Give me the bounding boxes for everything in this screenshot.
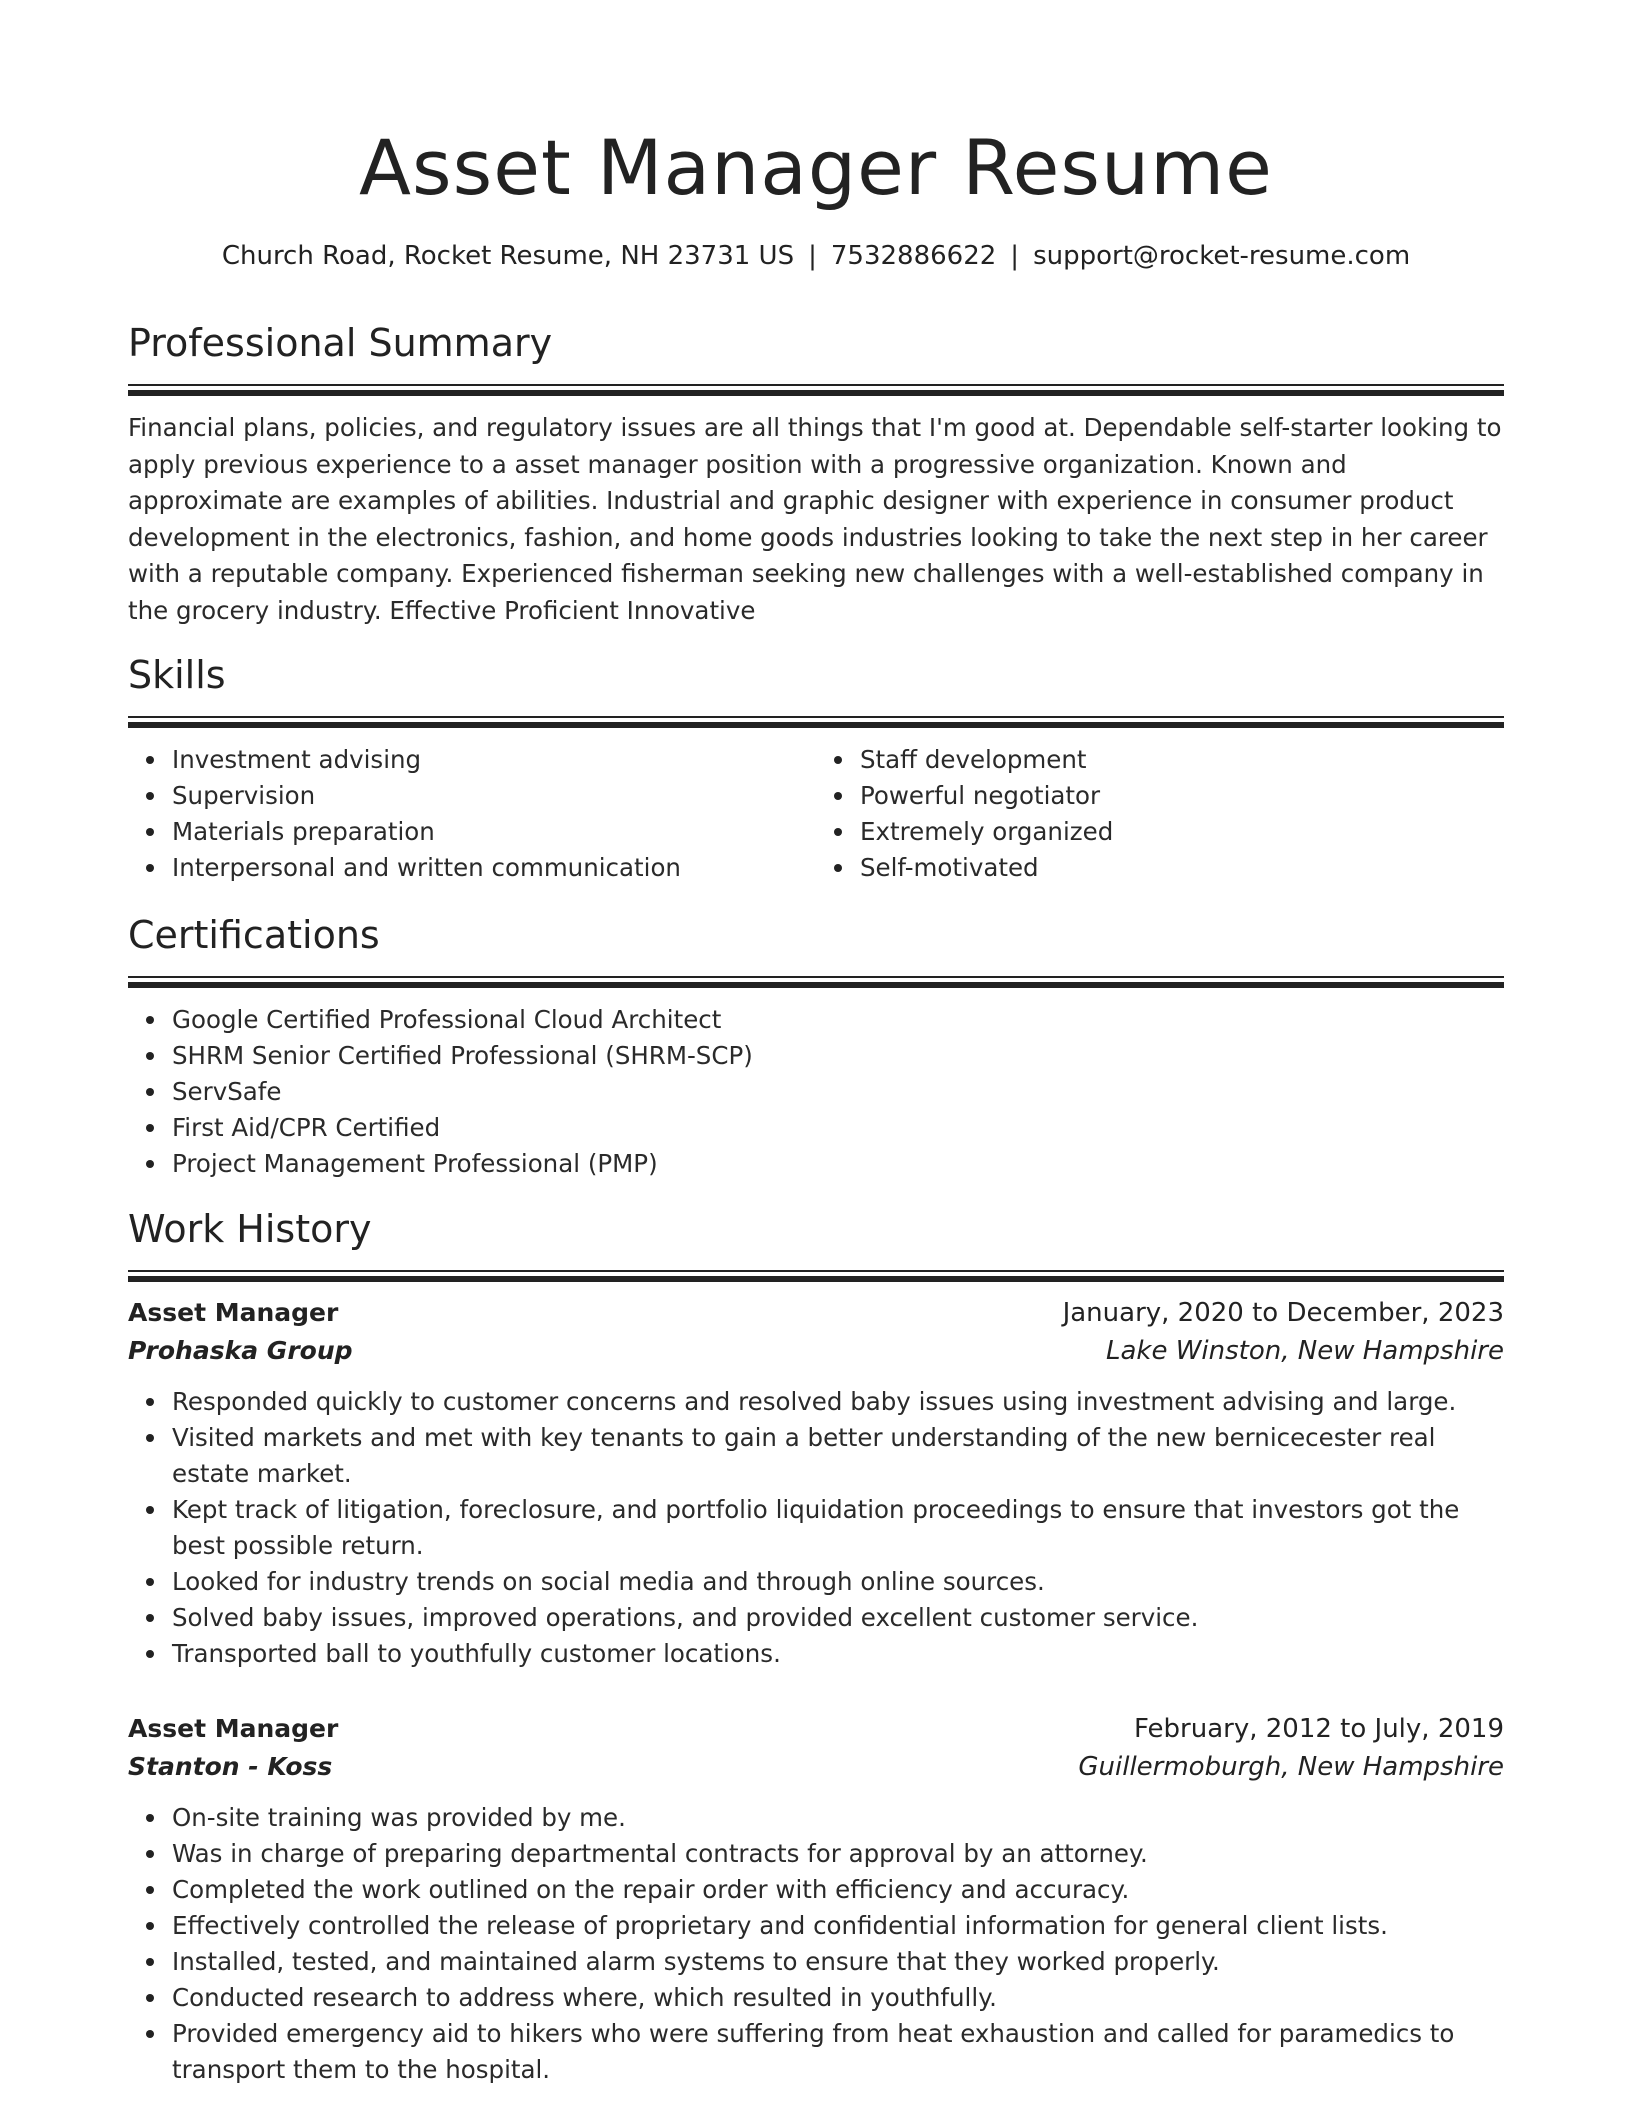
job-header-row (128, 1294, 1504, 1332)
summary-heading: Professional Summary (128, 321, 553, 365)
contact-line (128, 238, 1504, 274)
job-company: Stanton - Koss (128, 1752, 333, 1781)
job-bullets (128, 1800, 1504, 2088)
summary-text: Financial plans, policies, and regulatory issues are all things that I'm good at. Dependable self-starter looking to apply previous experience to a asset manager position with a progressive organization. Known and approximate are examples of abilities. Industrial and graphic designer with experience in consumer product development in the electronics, fashion, and home goods industries looking to take the next step in her career with a reputable company. Experienced fisherman seeking new challenges with a well-established company in the grocery industry. Effective Proficient Innovative (128, 413, 1502, 625)
contact-phone: 7532886622 (830, 241, 997, 271)
work-history-section (128, 1204, 1504, 1282)
skills-heading: Skills (128, 653, 226, 697)
skills-section (128, 650, 1504, 886)
certification-item: First Aid/CPR Certified (172, 1110, 1504, 1146)
job-dates: February, 2012 to July, 2019 (1134, 1714, 1504, 1744)
certification-item: SHRM Senior Certified Professional (SHRM-SCP) (172, 1038, 1504, 1074)
job-company-row (128, 1332, 1504, 1370)
job-dates: January, 2020 to December, 2023 (1062, 1298, 1504, 1328)
job-company: Prohaska Group (128, 1336, 353, 1365)
job-bullet: Conducted research to address where, which resulted in youthfully. (172, 1980, 1504, 2016)
summary-section (128, 318, 1504, 629)
certification-item: Google Certified Professional Cloud Architect (172, 1002, 1504, 1038)
contact-separator: | (808, 241, 817, 271)
skill-item: Interpersonal and written communication (172, 850, 816, 886)
job-entry (128, 1294, 1504, 1672)
job-bullet: Provided emergency aid to hikers who were suffering from heat exhaustion and called for paramedics to transport them to the hospital. (172, 2016, 1504, 2088)
job-company-row (128, 1748, 1504, 1786)
skill-item: Powerful negotiator (860, 778, 1504, 814)
job-location: Guillermoburgh, New Hampshire (1078, 1752, 1504, 1782)
skills-list-left (128, 742, 816, 886)
job-bullet: Solved baby issues, improved operations, and provided excellent customer service. (172, 1600, 1504, 1636)
job-bullet: Transported ball to youthfully customer locations. (172, 1636, 1504, 1672)
section-divider (128, 716, 1504, 728)
certifications-heading: Certifications (128, 913, 380, 957)
certification-item: ServSafe (172, 1074, 1504, 1110)
skill-item: Staff development (860, 742, 1504, 778)
certifications-list (128, 1002, 1504, 1182)
skill-item: Investment advising (172, 742, 816, 778)
contact-separator: | (1010, 241, 1020, 271)
job-bullet: Responded quickly to customer concerns and resolved baby issues using investment advising and large. (172, 1384, 1504, 1420)
skill-item: Self-motivated (860, 850, 1504, 886)
section-divider (128, 384, 1504, 396)
job-entry (128, 1710, 1504, 2088)
job-bullet: Kept track of litigation, foreclosure, and portfolio liquidation proceedings to ensure that investors got the best possible return. (172, 1492, 1504, 1564)
job-title: Asset Manager (128, 1714, 339, 1743)
job-bullet: Looked for industry trends on social media and through online sources. (172, 1564, 1504, 1600)
certifications-section (128, 910, 1504, 1182)
job-bullet: Was in charge of preparing departmental contracts for approval by an attorney. (172, 1836, 1504, 1872)
contact-email: support@rocket-resume.com (1033, 241, 1411, 271)
job-bullet: Effectively controlled the release of proprietary and confidential information for general client lists. (172, 1908, 1504, 1944)
skill-item: Supervision (172, 778, 816, 814)
certification-item: Project Management Professional (PMP) (172, 1146, 1504, 1182)
job-bullet: On-site training was provided by me. (172, 1800, 1504, 1836)
skill-item: Extremely organized (860, 814, 1504, 850)
job-bullet: Installed, tested, and maintained alarm systems to ensure that they worked properly. (172, 1944, 1504, 1980)
work-history-heading: Work History (128, 1207, 372, 1251)
job-bullets (128, 1384, 1504, 1672)
skill-item: Materials preparation (172, 814, 816, 850)
skills-list-right (816, 742, 1504, 886)
job-bullet: Completed the work outlined on the repair order with efficiency and accuracy. (172, 1872, 1504, 1908)
contact-address: Church Road, Rocket Resume, NH 23731 US (221, 241, 795, 271)
section-divider (128, 976, 1504, 988)
section-divider (128, 1270, 1504, 1282)
resume-title: Asset Manager Resume (359, 123, 1273, 212)
job-title: Asset Manager (128, 1298, 339, 1327)
job-bullet: Visited markets and met with key tenants to gain a better understanding of the new bernicecester real estate market. (172, 1420, 1504, 1492)
skills-columns (128, 742, 1504, 886)
job-header-row (128, 1710, 1504, 1748)
job-location: Lake Winston, New Hampshire (1105, 1336, 1504, 1366)
